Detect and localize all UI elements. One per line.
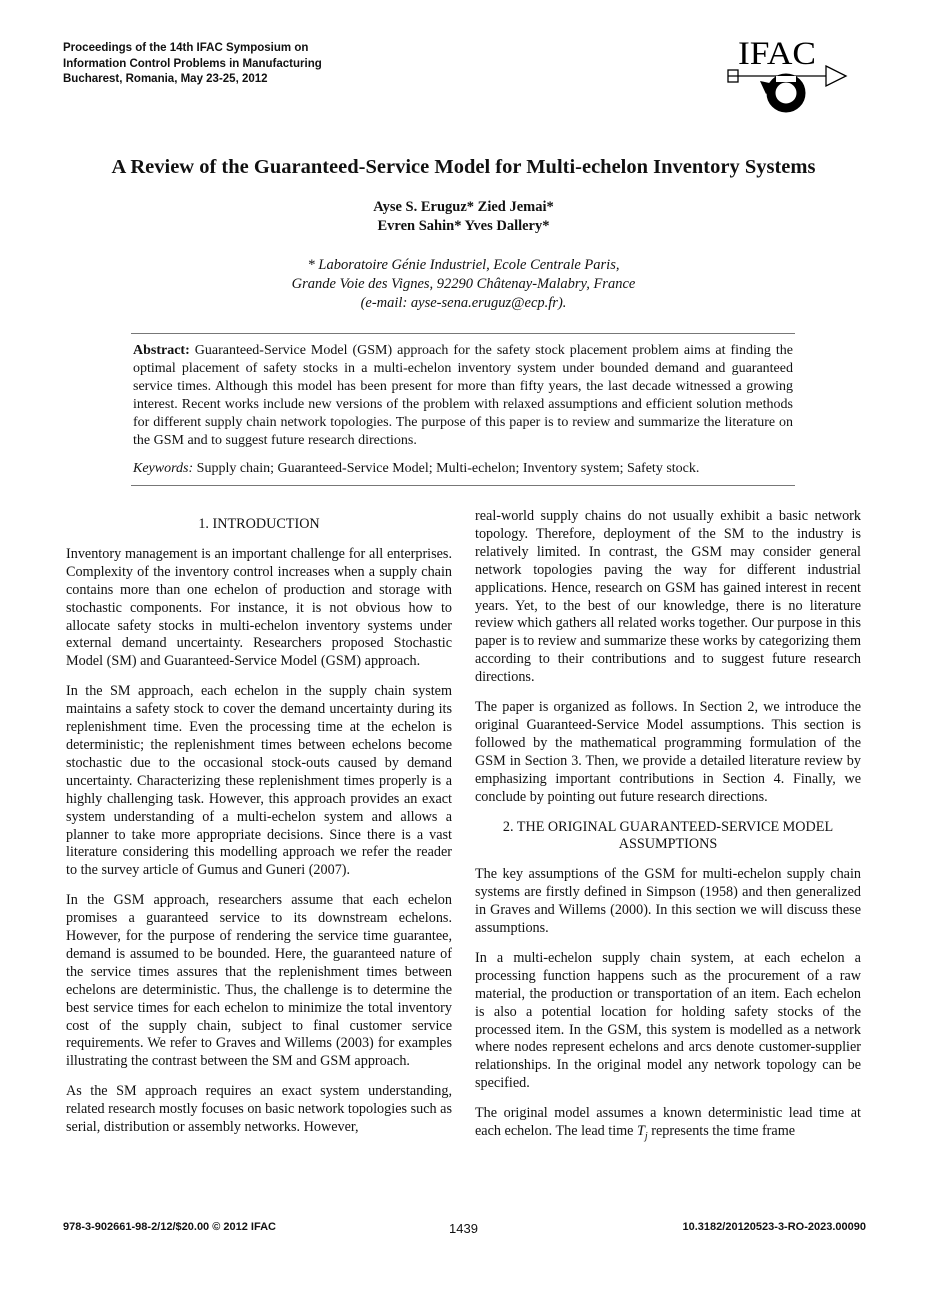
affiliation-line-2: Grande Voie des Vignes, 92290 Châtenay-Malabry, France <box>291 276 636 292</box>
keywords-label: Keywords: <box>133 461 194 476</box>
authors <box>0 198 927 235</box>
paragraph <box>475 1105 861 1146</box>
right-column <box>475 508 861 1158</box>
proceedings-line-2: Information Control Problems in Manufacturing <box>63 57 322 70</box>
affiliation <box>0 256 927 313</box>
abstract-bottom-rule <box>131 485 795 486</box>
ifac-logo-text: IFAC <box>738 36 816 72</box>
paragraph-text: The original model assumes a known deterministic lead time at each echelon. The lead time <box>475 1105 861 1140</box>
variable-subscript: j <box>644 1130 648 1142</box>
footer-isbn: 978-3-902661-98-2/12/$20.00 © 2012 IFAC <box>63 1221 276 1233</box>
affiliation-line-1: * Laboratoire Génie Industriel, Ecole Centrale Paris, <box>307 257 620 273</box>
paragraph: The paper is organized as follows. In Section 2, we introduce the original Guaranteed-Service Model assumptions. This section is followed by the mathematical programming formulation of the GSM in Section 3. Then, we provide a detailed literature review by emphasizing important contributions in Section 4. Finally, we conclude by pointing out future research directions. <box>475 699 861 805</box>
paragraph: The key assumptions of the GSM for multi-echelon supply chain systems are firstly defined in Simpson (1958) and then generalized in Graves and Willems (2000). In this section we will discuss these assumptions. <box>475 866 861 937</box>
ifac-logo <box>726 34 850 118</box>
section-2-heading-line-2: ASSUMPTIONS <box>618 836 718 853</box>
paragraph: Inventory management is an important challenge for all enterprises. Complexity of the inventory control increases when a supply chain contains more than one echelon of production and storage with stochastic components. For instance, it is not obvious how to allocate safety stocks in multi-echelon inventory systems under external demand uncertainty. Researchers proposed Stochastic Model (SM) and Guaranteed-Service Model (GSM) approach. <box>66 545 452 670</box>
paper-title: A Review of the Guaranteed-Service Model for Multi-echelon Inventory Systems <box>111 156 816 178</box>
variable-t: T <box>637 1123 645 1140</box>
proceedings-info <box>63 41 322 88</box>
authors-line-1: Ayse S. Eruguz* Zied Jemai* <box>373 199 554 215</box>
left-column <box>66 516 452 1149</box>
abstract-label: Abstract: <box>133 343 190 358</box>
authors-line-2: Evren Sahin* Yves Dallery* <box>377 217 550 234</box>
section-2-heading-line-1: 2. THE ORIGINAL GUARANTEED-SERVICE MODEL <box>502 818 834 835</box>
proceedings-line-1: Proceedings of the 14th IFAC Symposium on <box>63 42 309 54</box>
section-2-heading <box>475 819 861 855</box>
paragraph: In a multi-echelon supply chain system, at each echelon a processing function happens such as the procurement of a raw material, the production or transportation of an item. Each echelon is also a potential location for holding safety stocks of the processed item. In the GSM, this system is modelled as a network where nodes represent echelons and arcs denote customer-supplier relationships. In the original model any network topology can be specified. <box>475 949 861 1092</box>
paragraph: In the SM approach, each echelon in the supply chain system maintains a safety stock to cover the demand uncertainty during its replenishment time. Even the processing time at the echelon is deterministic; the replenishment times between echelons become stochastic due to the occasional stock-outs caused by demand uncertainty. Characterizing these replenishment times properly is a highly challenging task. However, this approach provides an exact system understanding of a multi-echelon system and allows a planner to take more appropriate decisions. Since there is a vast literature considering this modelling approach we refer the reader to the survey article of Gumus and Guneri (2007). <box>66 683 452 879</box>
keywords <box>133 460 793 478</box>
abstract <box>133 342 793 450</box>
paragraph: As the SM approach requires an exact system understanding, related research mostly focuses on basic network topologies such as serial, distribution or assembly networks. However, <box>66 1083 452 1136</box>
proceedings-line-3: Bucharest, Romania, May 23-25, 2012 <box>63 73 268 85</box>
abstract-text: Guaranteed-Service Model (GSM) approach for the safety stock placement problem aims at finding the optimal placement of safety stocks in a multi-echelon inventory system under bounded demand and guaranteed service times. Although this model has been present for more than fifty years, the last decade witnessed a growing interest. Recent works include new versions of the problem with relaxed assumptions and efficient solution methods for different supply chain network topologies. The purpose of this paper is to review and summarize the literature on the GSM and to suggest future research directions. <box>133 343 793 448</box>
paragraph-text: represents the time frame <box>651 1123 796 1140</box>
abstract-top-rule <box>131 333 795 334</box>
keywords-text: Supply chain; Guaranteed-Service Model; Multi-echelon; Inventory system; Safety stock. <box>196 461 700 476</box>
page-number: 1439 <box>449 1221 478 1236</box>
paragraph: real-world supply chains do not usually exhibit a basic network topology. Therefore, deployment of the SM to the industry is relatively limited. In contrast, the GSM may consider general network topologies paving the way for different industrial applications. Hence, research on GSM has gained interest in recent years. Yet, to the best of our knowledge, there is no literature review which gathers all related works together. Our purpose in this paper is to review and summarize these works by categorizing them according to their contributions and to suggest future research directions. <box>475 508 861 686</box>
footer-doi: 10.3182/20120523-3-RO-2023.00090 <box>682 1221 866 1233</box>
paragraph: In the GSM approach, researchers assume that each echelon promises a guaranteed service to its downstream echelons. However, for the purpose of rendering the service time guarantee, demand is assumed to be bounded. Here, the guaranteed nature of the service times assures that the replenishment times between echelons are deterministic. Thus, the challenge is to determine the best service times for each echelon to minimize the total inventory cost of the supply chain, subject to final customer service requirements. We refer to Graves and Willems (2003) for examples illustrating the contrast between the SM and GSM approach. <box>66 892 452 1070</box>
section-1-heading: 1. INTRODUCTION <box>198 516 320 532</box>
affiliation-line-3: (e-mail: ayse-sena.eruguz@ecp.fr). <box>360 295 567 311</box>
